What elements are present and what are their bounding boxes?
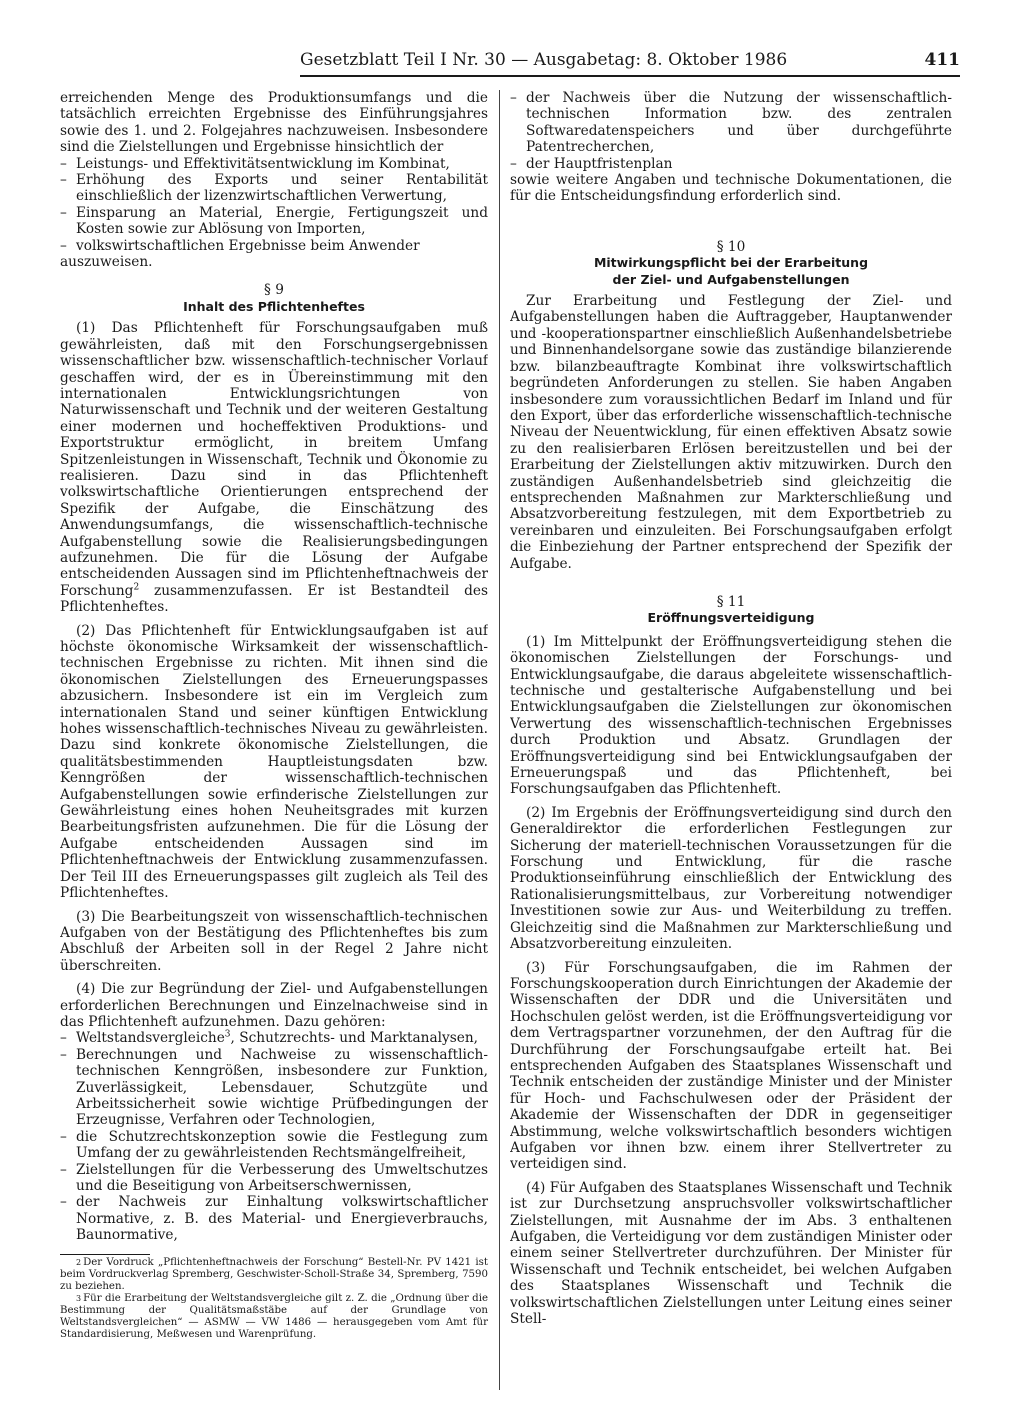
footnote-ref: 3: [224, 1029, 231, 1040]
footnote-text: Für die Erarbeitung der Weltstandsvergleiche gilt z. Z. die „Ordnung über die Bestimmung der Qualitätsmaßstäbe auf der Grundlage von Weltstandsvergleichen“ — ASMW — VW 1486 — herausgegeben vom Amt für Standardisierung, Meßwesen und Warenprüfung.: [60, 1292, 488, 1340]
paragraph: (3) Für Forschungsaufgaben, die im Rahmen der Forschungskooperation durch Einrichtungen der Akademie der Wissenschaften der DDR und die Universitäten und Hochschulen gelöst werden, ist die Eröffnungsverteidigung vor dem Vertragspartner vorzunehmen, der den Auftrag für die Durchführung der Forschungsaufgabe erteilt hat. Bei entsprechenden Aufgaben des Staatsplanes Wissenschaft und Technik entscheiden der zuständige Minister und der Minister für Hoch- und Fachschulwesen oder der Präsident der Akademie der Wissenschaften der DDR in gegenseitiger Abstimmung, welche volkswirtschaftlich besonders wichtigen Aufgaben vor ihnen bzw. einem ihrer Stellvertreter zu verteidigen sind.: [510, 959, 952, 1173]
list-item: – Leistungs- und Effektivitätsentwicklung im Kombinat,: [60, 156, 488, 172]
list-item: – Einsparung an Material, Energie, Fertigungszeit und Kosten sowie zur Ablösung von Importen,: [60, 205, 488, 238]
paragraph: (1) Im Mittelpunkt der Eröffnungsverteidigung stehen die ökonomischen Zielstellungen der Forschungs- und Entwicklungsaufgabe, die daraus abgeleitete wissenschaftlich-technische und gestalterische Aufgabenstellung und bei Entwicklungsaufgaben die Zielstellungen zur ökonomischen Verwertung des wissenschaftlich-technischen Ergebnisses durch Produktion und Absatz. Grundlagen der Eröffnungsverteidigung sind bei Entwicklungsaufgaben der Erneuerungspaß und das Pflichtenheft, bei Forschungsaufgaben das Pflichtenheft.: [510, 633, 952, 798]
header-rule: [300, 75, 960, 77]
intro-paragraph: erreichenden Menge des Produktionsumfangs und die tatsächlich erreichten Ergebnisse des Einführungsjahres sowie des 1. und 2. Folgejahres nachzuweisen. Insbesondere sind die Zielstellungen und Ergebnisse hinsichtlich der: [60, 90, 488, 156]
intro-end: auszuweisen.: [60, 254, 153, 271]
list-item: – Berechnungen und Nachweise zu wissenschaftlich-technischen Kenngrößen, insbesondere zur Funktion, Zuverlässigkeit, Lebensdauer, Schutzgüte und Arbeitssicherheit sowie wichtige Prüfbedingungen der Erzeugnisse, Verfahren oder Technologien,: [60, 1047, 488, 1129]
footnote-mark: 2: [76, 1257, 82, 1267]
footnote-rule: [60, 1254, 150, 1255]
footnote: [60, 1293, 488, 1341]
header-title: Gesetzblatt Teil I Nr. 30 — Ausgabetag: 8. Oktober 1986: [300, 50, 788, 70]
paragraph: (3) Die Bearbeitungszeit von wissenschaftlich-technischen Aufgaben von der Bestätigung des Pflichtenheftes bis zum Abschluß der Arbeiten soll in der Regel 2 Jahre nicht überschreiten.: [60, 908, 488, 974]
footnote-ref: 2: [133, 582, 140, 593]
list-item: – volkswirtschaftlichen Ergebnisse beim Anwender: [60, 238, 488, 254]
item-text: , Schutzrechts- und Marktanalysen,: [230, 1030, 479, 1047]
section-title: der Ziel- und Aufgabenstellungen: [612, 271, 850, 287]
list-item: – die Schutzrechtskonzeption sowie die Festlegung zum Umfang der zu gewährleistenden Rechtsmängelfreiheit,: [60, 1129, 488, 1162]
footnote-text: Der Vordruck „Pflichtenheftnachweis der Forschung“ Bestell-Nr. PV 1421 ist beim Vordruckverlag Spremberg, Geschwister-Scholl-Straße 34, Spremberg, 7590 zu beziehen.: [60, 1256, 488, 1292]
item-text: Weltstandsvergleiche: [76, 1030, 225, 1047]
paragraph: (2) Im Ergebnis der Eröffnungsverteidigung sind durch den Generaldirektor die erforderlichen Festlegungen zur Sicherung der materiell-technischen Voraussetzungen für die Forschung und Entwicklung, für die rasche Produktionseinführung einschließlich der Entwicklung des Rationalisierungsmittelbaus, zur Vorbereitung notwendiger Investitionen sowie zur Aus- und Weiterbildung zu treffen. Gleichzeitig sind die Maßnahmen zur Markterschließung und Absatzvorbereitung einzuleiten.: [510, 804, 952, 953]
page-number: 411: [924, 50, 960, 70]
left-column: [60, 90, 488, 1410]
paragraph-text: (1) Das Pflichtenheft für Forschungsaufgaben muß gewährleisten, daß mit den Forschungsergebnissen wissenschaftlicher bzw. wissenschaftlich-technischer Vorlauf geschaffen wird, der es in Übereinstimmung mit den internationalen Entwicklungsrichtungen von Naturwissenschaft und Technik und der weiteren Gestaltung einer modernen und hocheffektiven Produktions- und Exportstruktur ermöglicht, in breitem Umfang Spitzenleistungen in Wissenschaft, Technik und Ökonomie zu realisieren. Dazu sind in das Pflichtenheft volkswirtschaftliche Orientierungen entsprechend der Spezifik der Aufgabe, die Einschätzung des Anwendungsumfangs, die wissenschaftlich-technische Aufgabenstellung sowie die Realisierungsbedingungen aufzunehmen. Die für die Lösung der Aufgabe entscheidenden Aussagen sind im Pflichtenheftnachweis der Forschung: [60, 320, 488, 599]
paragraph: [60, 320, 488, 615]
column-divider: [499, 90, 500, 1390]
paragraph: (4) Für Aufgaben des Staatsplanes Wissenschaft und Technik ist zur Durchsetzung anspruchsvoller volkswirtschaftlicher Zielstellungen, mit Ausnahme der im Abs. 3 enthaltenen Aufgaben, die Verteidigung vor dem zuständigen Minister oder einem seiner Stellvertreter durchzuführen. Der Minister für Wissenschaft und Technik entscheidet, bei welchen Aufgaben des Staatsplanes Wissenschaft und Technik die volkswirtschaftlichen Zielstellungen unter Leitung eines seiner Stell-: [510, 1179, 952, 1328]
footnote-mark: 3: [76, 1293, 82, 1303]
list-item: [60, 1030, 488, 1046]
paragraph: Zur Erarbeitung und Festlegung der Ziel- und Aufgabenstellungen haben die Auftraggeber, Hauptanwender und -kooperationspartner einschließlich Außenhandelsbetriebe und Binnenhandelsorgane sowie das zuständige bilanzierende bzw. bilanzbeauftragte Kombinat ihre volkswirtschaftlich begründeten Anforderungen zu stellen. Sie haben Angaben insbesondere zum voraussichtlichen Bedarf im Inland und für den Export, über das erforderliche wissenschaftlich-technische Niveau der Neuentwicklung, für einen effektiven Absatz sowie zu den realisierbaren Erlösen bereitzustellen und bei der Erarbeitung der Zielstellungen aktiv mitzuwirken. Durch den zuständigen Außenhandelsbetrieb sind gleichzeitig die entsprechenden Maßnahmen zur Markterschließung und Absatzvorbereitung festzulegen, mit dem Exportbetrieb zu vereinbaren und einzuleiten. Bei Forschungsaufgaben erfolgt die Einbeziehung der Partner entsprechend der Spezifik der Aufgabe.: [510, 293, 952, 572]
right-column: [510, 90, 952, 1410]
paragraph-text: zusammenzufassen. Er ist Bestandteil des Pflichtenheftes.: [60, 582, 488, 616]
list-item: – der Nachweis zur Einhaltung volkswirtschaftlicher Normative, z. B. des Material- und Energieverbrauchs, Baunormative,: [60, 1194, 488, 1243]
list-item: – der Nachweis über die Nutzung der wissenschaftlich-technischen Information bzw. des zentralen Softwaredatenspeichers und über durchgeführte Patentrecherchen,: [510, 90, 952, 156]
items-end: sowie weitere Angaben und technische Dokumentationen, die für die Entscheidungsfindung erforderlich sind.: [510, 172, 952, 205]
list-item: – Erhöhung des Exports und seiner Rentabilität einschließlich der lizenzwirtschaftlichen Verwertung,: [60, 172, 488, 205]
section-number: § 11: [716, 593, 746, 610]
footnote: [60, 1257, 488, 1293]
list-item: – der Hauptfristenplan: [510, 156, 952, 172]
section-number: § 10: [716, 238, 746, 255]
section-title: Eröffnungsverteidigung: [647, 610, 815, 626]
section-title: Inhalt des Pflichtenheftes: [183, 298, 365, 314]
list-item: – Zielstellungen für die Verbesserung des Umweltschutzes und die Beseitigung von Arbeitserschwernissen,: [60, 1162, 488, 1195]
paragraph: (2) Das Pflichtenheft für Entwicklungsaufgaben ist auf höchste ökonomische Wirksamkeit der wissenschaftlich-technischen Ergebnisse zu richten. Mit ihnen sind die ökonomischen Zielstellungen des Erneuerungspasses abzusichern. Insbesondere ist ein im Vergleich zum internationalen Stand und seiner künftigen Entwicklung hohes wissenschaftlich-technisches Niveau zu gewährleisten. Dazu sind konkrete ökonomische Zielstellungen, die qualitätsbestimmenden Hauptleistungsdaten bzw. Kenngrößen der wissenschaftlich-technischen Aufgabenstellungen sowie erfinderische Zielstellungen zur Gewährleistung eines hohen Neuheitsgrades mit kurzen Bearbeitungsfristen aufzunehmen. Die für die Lösung der Aufgabe entscheidenden Aussagen sind im Pflichtenheftnachweis der Entwicklung zusammenzufassen. Der Teil III des Erneuerungspasses gilt zugleich als Teil des Pflichtenheftes.: [60, 622, 488, 902]
page-header: [300, 50, 960, 76]
section-number: § 9: [264, 282, 284, 299]
paragraph: (4) Die zur Begründung der Ziel- und Aufgabenstellungen erforderlichen Berechnungen und Einzelnachweise sind in das Pflichtenheft aufzunehmen. Dazu gehören:: [60, 981, 488, 1030]
section-title: Mitwirkungspflicht bei der Erarbeitung: [593, 255, 869, 271]
